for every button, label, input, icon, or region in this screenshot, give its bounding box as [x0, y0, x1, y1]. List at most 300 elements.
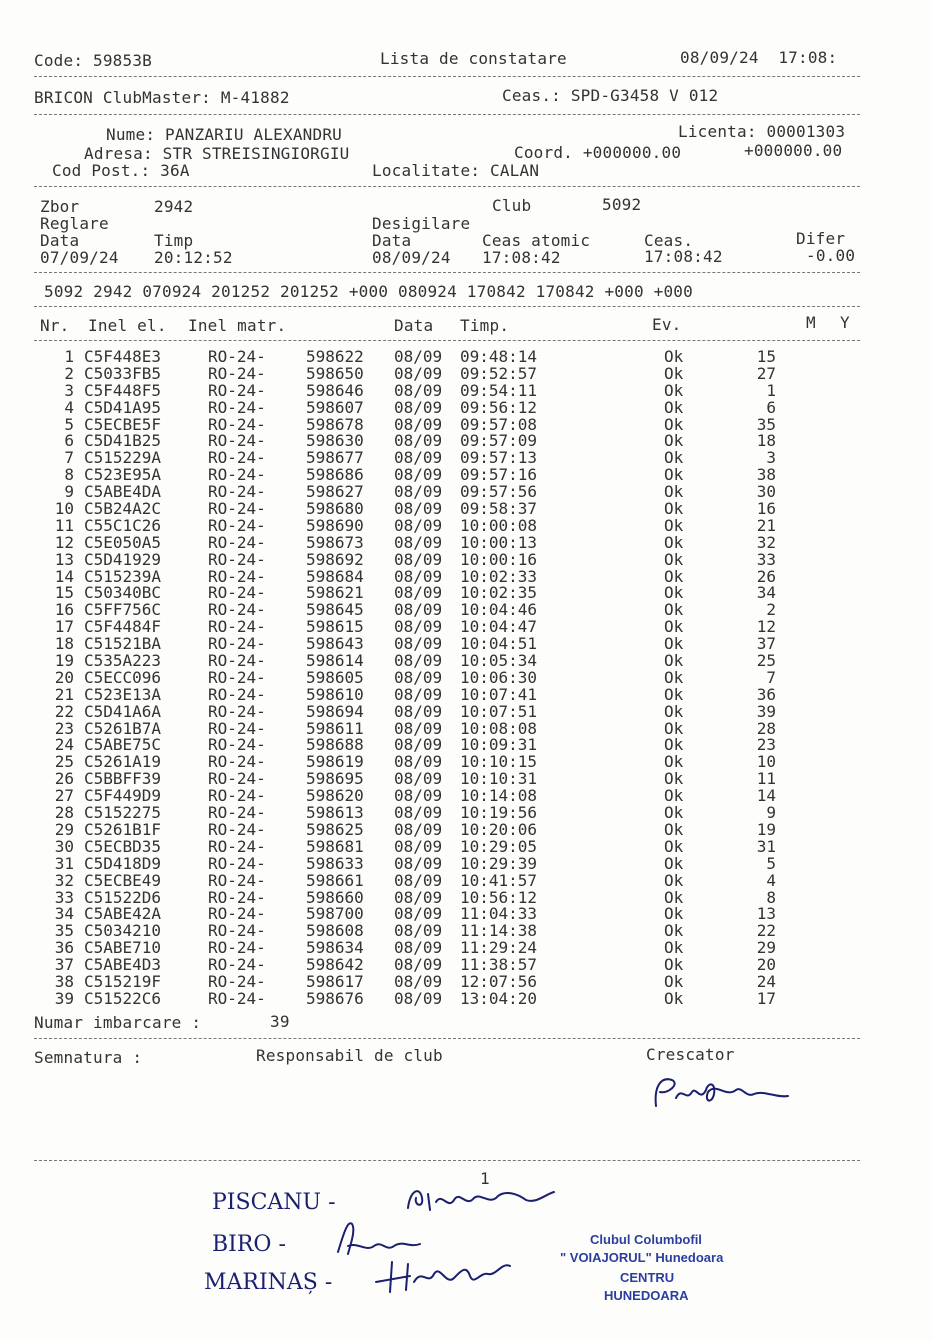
row-date: 08/09 [394, 532, 443, 552]
row-position: 13 [756, 904, 776, 924]
row-position: 11 [756, 769, 776, 789]
row-time: 09:54:11 [460, 380, 538, 400]
table-row [0, 500, 932, 517]
reglare-time: 20:12:52 [154, 248, 233, 267]
row-electronic-ring: C5ECBE5F [84, 414, 162, 434]
row-ring-prefix: RO-24- [208, 448, 266, 468]
row-event: Ok [664, 634, 684, 654]
row-date: 08/09 [394, 819, 443, 839]
row-electronic-ring: C5ABE4D3 [84, 955, 162, 975]
club-responsible-label: Responsabil de club [256, 1046, 443, 1065]
row-electronic-ring: C5FF756C [84, 600, 162, 620]
row-position: 32 [756, 532, 776, 552]
print-datetime: 08/09/24 17:08: [680, 48, 838, 67]
row-nr: 1 [64, 347, 74, 366]
row-electronic-ring: C535A223 [84, 651, 162, 671]
row-date: 08/09 [394, 448, 443, 468]
row-nr: 24 [54, 735, 74, 755]
row-date: 08/09 [394, 549, 443, 569]
table-row [0, 365, 932, 382]
table-row [0, 990, 932, 1007]
col-data: Data [394, 316, 434, 335]
row-time: 10:29:05 [460, 836, 538, 856]
reglare-date: 07/09/24 [40, 248, 119, 267]
row-nr: 35 [54, 921, 74, 941]
signature-label: Semnatura : [34, 1048, 143, 1067]
row-ring-prefix: RO-24- [208, 566, 266, 586]
table-row [0, 804, 932, 821]
table-row [0, 973, 932, 990]
row-position: 7 [766, 667, 776, 687]
row-nr: 30 [54, 836, 74, 856]
reglare-label: Reglare [40, 214, 109, 233]
row-time: 10:00:08 [460, 515, 538, 535]
row-time: 10:02:33 [460, 566, 538, 586]
row-ring-number: 598633 [306, 853, 364, 873]
row-position: 17 [756, 988, 776, 1008]
row-time: 09:57:16 [460, 465, 538, 485]
coord-lon: +000000.00 [744, 141, 843, 160]
locality: Localitate: CALAN [372, 161, 540, 180]
row-event: Ok [664, 651, 684, 671]
row-position: 16 [756, 499, 776, 519]
row-ring-number: 598645 [306, 600, 364, 620]
row-electronic-ring: C5261B7A [84, 718, 162, 738]
row-event: Ok [664, 836, 684, 856]
divider [34, 306, 860, 307]
row-time: 11:14:38 [460, 921, 538, 941]
row-position: 21 [756, 515, 776, 535]
row-nr: 15 [54, 583, 74, 603]
row-nr: 18 [54, 634, 74, 654]
handwritten-name-1: PISCANU - [212, 1190, 336, 1215]
desigilare-date: 08/09/24 [372, 248, 451, 267]
row-date: 08/09 [394, 347, 443, 366]
row-date: 08/09 [394, 938, 443, 958]
row-position: 31 [756, 836, 776, 856]
row-position: 34 [756, 583, 776, 603]
row-event: Ok [664, 701, 684, 721]
row-ring-number: 598622 [306, 347, 364, 366]
row-date: 08/09 [394, 769, 443, 789]
row-time: 09:57:09 [460, 431, 538, 451]
row-date: 08/09 [394, 583, 443, 603]
row-event: Ok [664, 465, 684, 485]
row-time: 11:38:57 [460, 955, 538, 975]
row-event: Ok [664, 887, 684, 907]
row-ring-number: 598677 [306, 448, 364, 468]
difference-value: -0.00 [806, 246, 856, 265]
row-ring-prefix: RO-24- [208, 921, 266, 941]
row-nr: 33 [54, 887, 74, 907]
table-row [0, 905, 932, 922]
breeder-name: Nume: PANZARIU ALEXANDRU [106, 125, 342, 144]
data-label: Data [372, 231, 412, 250]
row-event: Ok [664, 448, 684, 468]
ceas-atomic-label: Ceas atomic [482, 231, 591, 250]
table-row [0, 551, 932, 568]
row-date: 08/09 [394, 431, 443, 451]
table-row [0, 517, 932, 534]
row-time: 09:52:57 [460, 363, 538, 383]
table-row [0, 449, 932, 466]
row-ring-prefix: RO-24- [208, 735, 266, 755]
row-time: 10:20:06 [460, 819, 538, 839]
row-ring-prefix: RO-24- [208, 482, 266, 502]
row-event: Ok [664, 482, 684, 502]
row-time: 10:07:41 [460, 684, 538, 704]
table-row [0, 432, 932, 449]
row-date: 08/09 [394, 836, 443, 856]
row-date: 08/09 [394, 752, 443, 772]
row-electronic-ring: C51521BA [84, 634, 162, 654]
row-time: 10:07:51 [460, 701, 538, 721]
row-nr: 23 [54, 718, 74, 738]
row-date: 08/09 [394, 701, 443, 721]
row-time: 10:10:31 [460, 769, 538, 789]
col-inel-el: Inel el. [88, 316, 167, 335]
row-nr: 13 [54, 549, 74, 569]
row-electronic-ring: C5E050A5 [84, 532, 162, 552]
row-position: 38 [756, 465, 776, 485]
row-event: Ok [664, 515, 684, 535]
row-event: Ok [664, 363, 684, 383]
ceas-label: Ceas. [644, 231, 694, 250]
desigilare-clock-time: 17:08:42 [644, 247, 723, 266]
row-nr: 10 [54, 499, 74, 519]
row-nr: 27 [54, 786, 74, 806]
row-electronic-ring: C5D41A95 [84, 397, 162, 417]
row-ring-number: 598650 [306, 363, 364, 383]
numar-imbarcare-value: 39 [270, 1012, 290, 1031]
row-ring-prefix: RO-24- [208, 363, 266, 383]
row-position: 4 [766, 870, 776, 890]
row-ring-prefix: RO-24- [208, 583, 266, 603]
row-event: Ok [664, 921, 684, 941]
row-ring-prefix: RO-24- [208, 752, 266, 772]
row-electronic-ring: C5F449D9 [84, 786, 162, 806]
row-event: Ok [664, 549, 684, 569]
table-row [0, 855, 932, 872]
table-row [0, 753, 932, 770]
divider [34, 1160, 860, 1161]
row-date: 08/09 [394, 414, 443, 434]
row-event: Ok [664, 431, 684, 451]
row-position: 30 [756, 482, 776, 502]
row-time: 10:14:08 [460, 786, 538, 806]
row-position: 39 [756, 701, 776, 721]
row-nr: 22 [54, 701, 74, 721]
table-row [0, 838, 932, 855]
row-position: 19 [756, 819, 776, 839]
row-electronic-ring: C5152275 [84, 803, 162, 823]
row-date: 08/09 [394, 718, 443, 738]
handwritten-name-3: MARINAȘ - [204, 1270, 333, 1295]
row-time: 10:09:31 [460, 735, 538, 755]
row-event: Ok [664, 532, 684, 552]
table-row [0, 770, 932, 787]
row-ring-prefix: RO-24- [208, 870, 266, 890]
row-time: 10:29:39 [460, 853, 538, 873]
difer-label: Difer [796, 229, 846, 248]
table-row [0, 534, 932, 551]
page-number: 1 [480, 1169, 490, 1188]
table-row [0, 382, 932, 399]
club-master: BRICON ClubMaster: M-41882 [34, 88, 290, 107]
row-date: 08/09 [394, 380, 443, 400]
document-title: Lista de constatare [380, 49, 567, 68]
row-ring-number: 598676 [306, 988, 364, 1008]
row-ring-number: 598660 [306, 887, 364, 907]
table-row [0, 956, 932, 973]
row-position: 12 [756, 617, 776, 637]
row-nr: 4 [64, 397, 74, 417]
row-electronic-ring: C50340BC [84, 583, 162, 603]
row-ring-number: 598690 [306, 515, 364, 535]
row-electronic-ring: C5ABE4DA [84, 482, 162, 502]
row-position: 37 [756, 634, 776, 654]
table-row [0, 669, 932, 686]
clock-id: Ceas.: SPD-G3458 V 012 [502, 86, 719, 105]
row-ring-number: 598646 [306, 380, 364, 400]
row-time: 09:56:12 [460, 397, 538, 417]
row-ring-prefix: RO-24- [208, 988, 266, 1008]
row-ring-number: 598678 [306, 414, 364, 434]
row-nr: 9 [64, 482, 74, 502]
row-electronic-ring: C515229A [84, 448, 162, 468]
row-ring-prefix: RO-24- [208, 718, 266, 738]
row-time: 11:04:33 [460, 904, 538, 924]
row-ring-prefix: RO-24- [208, 684, 266, 704]
row-electronic-ring: C5D41929 [84, 549, 162, 569]
row-ring-number: 598617 [306, 971, 364, 991]
handwritten-name-2: BIRO - [212, 1232, 286, 1257]
row-event: Ok [664, 718, 684, 738]
row-date: 08/09 [394, 482, 443, 502]
row-position: 18 [756, 431, 776, 451]
col-nr: Nr. [40, 316, 70, 335]
row-event: Ok [664, 803, 684, 823]
row-ring-number: 598688 [306, 735, 364, 755]
row-electronic-ring: C523E95A [84, 465, 162, 485]
row-nr: 17 [54, 617, 74, 637]
row-nr: 36 [54, 938, 74, 958]
row-ring-prefix: RO-24- [208, 786, 266, 806]
table-row [0, 703, 932, 720]
row-electronic-ring: C5ECC096 [84, 667, 162, 687]
row-event: Ok [664, 347, 684, 366]
row-nr: 31 [54, 853, 74, 873]
table-row [0, 483, 932, 500]
summary-code-line: 5092 2942 070924 201252 201252 +000 080924 170842 170842 +000 +000 [44, 282, 693, 301]
row-electronic-ring: C5033FB5 [84, 363, 162, 383]
table-row [0, 568, 932, 585]
row-electronic-ring: C5034210 [84, 921, 162, 941]
row-ring-number: 598610 [306, 684, 364, 704]
row-time: 11:29:24 [460, 938, 538, 958]
row-event: Ok [664, 566, 684, 586]
row-nr: 32 [54, 870, 74, 890]
row-nr: 6 [64, 431, 74, 451]
breeder-label: Crescator [646, 1045, 735, 1064]
row-date: 08/09 [394, 515, 443, 535]
row-ring-number: 598627 [306, 482, 364, 502]
row-ring-prefix: RO-24- [208, 499, 266, 519]
club-label: Club [492, 196, 532, 215]
data-label: Data [40, 231, 80, 250]
row-electronic-ring: C523E13A [84, 684, 162, 704]
divider [34, 76, 860, 77]
row-ring-number: 598621 [306, 583, 364, 603]
divider [34, 340, 860, 341]
row-event: Ok [664, 414, 684, 434]
code-label: Code: 59853B [34, 51, 152, 70]
row-event: Ok [664, 667, 684, 687]
row-event: Ok [664, 853, 684, 873]
row-electronic-ring: C5ABE42A [84, 904, 162, 924]
breeder-address: Adresa: STR STREISINGIORGIU [84, 144, 350, 163]
row-event: Ok [664, 904, 684, 924]
row-nr: 26 [54, 769, 74, 789]
row-ring-prefix: RO-24- [208, 651, 266, 671]
row-nr: 34 [54, 904, 74, 924]
row-ring-prefix: RO-24- [208, 836, 266, 856]
row-electronic-ring: C5ECBD35 [84, 836, 162, 856]
row-position: 27 [756, 363, 776, 383]
row-date: 08/09 [394, 887, 443, 907]
row-nr: 8 [64, 465, 74, 485]
desigilare-label: Desigilare [372, 214, 471, 233]
row-time: 10:41:57 [460, 870, 538, 890]
row-nr: 25 [54, 752, 74, 772]
row-ring-prefix: RO-24- [208, 667, 266, 687]
row-date: 08/09 [394, 667, 443, 687]
divider [34, 1038, 860, 1039]
row-time: 10:04:51 [460, 634, 538, 654]
row-position: 9 [766, 803, 776, 823]
row-ring-number: 598625 [306, 819, 364, 839]
row-ring-number: 598684 [306, 566, 364, 586]
row-ring-number: 598643 [306, 634, 364, 654]
row-date: 08/09 [394, 465, 443, 485]
row-time: 12:07:56 [460, 971, 538, 991]
row-position: 33 [756, 549, 776, 569]
table-row [0, 821, 932, 838]
row-nr: 28 [54, 803, 74, 823]
row-ring-prefix: RO-24- [208, 347, 266, 366]
breeder-signature [646, 1068, 796, 1118]
row-date: 08/09 [394, 904, 443, 924]
row-nr: 37 [54, 955, 74, 975]
row-date: 08/09 [394, 870, 443, 890]
row-ring-prefix: RO-24- [208, 380, 266, 400]
table-row [0, 416, 932, 433]
stamp-line-1: Clubul Columbofil [590, 1232, 702, 1247]
row-electronic-ring: C55C1C26 [84, 515, 162, 535]
row-electronic-ring: C5F4484F [84, 617, 162, 637]
row-ring-prefix: RO-24- [208, 600, 266, 620]
row-date: 08/09 [394, 803, 443, 823]
row-date: 08/09 [394, 955, 443, 975]
row-nr: 7 [64, 448, 74, 468]
row-position: 35 [756, 414, 776, 434]
arrivals-table [0, 348, 932, 1007]
row-ring-number: 598620 [306, 786, 364, 806]
table-row [0, 466, 932, 483]
row-date: 08/09 [394, 566, 443, 586]
table-row [0, 348, 932, 365]
row-nr: 19 [54, 651, 74, 671]
row-ring-number: 598613 [306, 803, 364, 823]
row-ring-number: 598642 [306, 955, 364, 975]
col-m: M [806, 313, 816, 332]
handwritten-signature-3 [370, 1252, 520, 1296]
row-electronic-ring: C5F448E3 [84, 347, 162, 366]
row-time: 10:08:08 [460, 718, 538, 738]
row-time: 10:00:13 [460, 532, 538, 552]
row-ring-prefix: RO-24- [208, 397, 266, 417]
table-row [0, 686, 932, 703]
row-position: 10 [756, 752, 776, 772]
row-nr: 21 [54, 684, 74, 704]
row-date: 08/09 [394, 971, 443, 991]
row-time: 10:56:12 [460, 887, 538, 907]
col-ev: Ev. [652, 315, 682, 334]
row-time: 09:58:37 [460, 499, 538, 519]
row-date: 08/09 [394, 617, 443, 637]
row-position: 14 [756, 786, 776, 806]
row-nr: 3 [64, 380, 74, 400]
row-position: 23 [756, 735, 776, 755]
row-event: Ok [664, 752, 684, 772]
row-date: 08/09 [394, 684, 443, 704]
row-event: Ok [664, 380, 684, 400]
table-row [0, 399, 932, 416]
table-row [0, 939, 932, 956]
row-nr: 2 [64, 363, 74, 383]
row-event: Ok [664, 769, 684, 789]
row-ring-prefix: RO-24- [208, 515, 266, 535]
row-event: Ok [664, 684, 684, 704]
row-position: 8 [766, 887, 776, 907]
table-row [0, 601, 932, 618]
zbor-label: Zbor [40, 197, 80, 216]
row-ring-prefix: RO-24- [208, 431, 266, 451]
row-nr: 38 [54, 971, 74, 991]
row-time: 09:48:14 [460, 347, 538, 366]
row-time: 10:06:30 [460, 667, 538, 687]
row-ring-number: 598661 [306, 870, 364, 890]
row-ring-prefix: RO-24- [208, 819, 266, 839]
row-ring-number: 598692 [306, 549, 364, 569]
coord-lat: Coord. +000000.00 [514, 143, 682, 162]
row-ring-prefix: RO-24- [208, 853, 266, 873]
row-event: Ok [664, 735, 684, 755]
club-value: 5092 [602, 195, 642, 214]
row-date: 08/09 [394, 499, 443, 519]
row-position: 3 [766, 448, 776, 468]
row-date: 08/09 [394, 786, 443, 806]
row-position: 20 [756, 955, 776, 975]
row-ring-prefix: RO-24- [208, 634, 266, 654]
row-event: Ok [664, 971, 684, 991]
row-ring-prefix: RO-24- [208, 549, 266, 569]
row-electronic-ring: C5D41B25 [84, 431, 162, 451]
row-electronic-ring: C5ABE75C [84, 735, 162, 755]
row-ring-number: 598634 [306, 938, 364, 958]
row-nr: 12 [54, 532, 74, 552]
row-electronic-ring: C5D418D9 [84, 853, 162, 873]
